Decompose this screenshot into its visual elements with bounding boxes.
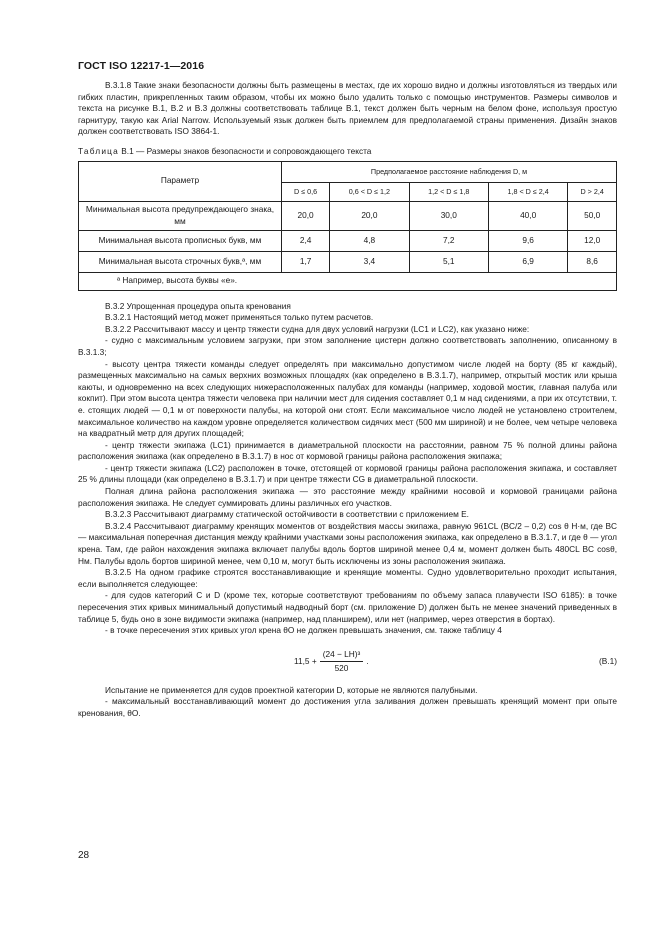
table-subheader: 0,6 < D ≤ 1,2 [330,182,409,201]
list-item: - центр тяжести экипажа (LC2) расположен в точке, отстоящей от кормовой границы района расположения экипажа, и составляет 25 % длины площади (как определено в B.3.1.7) и при центре тяжести CG в диаметральной плоскости. [78,462,617,485]
table-range-header: Предполагаемое расстояние наблюдения D, м [282,161,617,182]
table-cell: 5,1 [409,251,488,272]
table-subheader: D > 2,4 [568,182,617,201]
formula-b1 [78,647,617,677]
paragraph-b325: B.3.2.5 На одном графике строятся восстанавливающие и кренящие моменты. Судно удовлетворительно проходит испытания, если выполняется следующее: [78,567,617,589]
table-subheader: 1,2 < D ≤ 1,8 [409,182,488,201]
table-subheader: 1,8 < D ≤ 2,4 [488,182,567,201]
paragraph-b321: B.3.2.1 Настоящий метод может применяться только путем расчетов. [105,312,374,323]
formula-denominator: 520 [334,663,349,674]
table-cell: 9,6 [488,230,567,251]
formula-fraction [320,649,364,675]
table-row-label: Минимальная высота прописных букв, мм [79,230,282,251]
table-row [79,230,617,251]
table-cell: 20,0 [330,201,409,230]
table-caption-label: Таблица [78,145,119,156]
table-caption-text: B.1 — Размеры знаков безопасности и сопровождающего текста [121,145,372,156]
list-item: - высоту центра тяжести команды следует определять при максимально допустимом числе людей на борту (85 кг каждый), размещенных максимально на самых верхних возможных площадях (как определено в B.3.1.7), например, открытый мостик или крыша каюты, и одновременно на всех следующих нижерасположенных палубах для команды (например, ходовой мостик, главная палуба или кокпит). При этом высота центра тяжести человека при наличии мест для сидения составляет 0,1 м над сидениями, а при их отсутствии, т. е. стоящих людей — 0,1 м от поверхности палубы, на которой они стоят. Если максимальное число людей не установлено строителем, максимальное количество на каждом уровне определяется количеством сидячих мест (500 мм шириной) и не более, чем четыре человека на квадратный метр для других площадей; [78,358,617,439]
list-item: - для судов категорий C и D (кроме тех, которые соответствуют требованиям по объему запаса плавучести ISO 6185): в точке пересечения этих кривых минимальный допустимый надводный борт (см. приложение D) должен быть не менее значений приведенных в таблице 5, будь оно в зоне видимости экипажа (например, над планширем), или нет (например, через отверстия в бортах). [78,590,617,624]
table-row [79,251,617,272]
paragraph-category-d: Испытание не применяется для судов проектной категории D, которые не являются палубными. [105,684,478,695]
list-item: - центр тяжести экипажа (LC1) принимается в диаметральной плоскости на расстоянии, равном 75 % полной длины района расположения экипажа (как определено в B.3.1.7) в нос от кормовой границы района расположения экипажа; [78,439,617,462]
table-cell: 40,0 [488,201,567,230]
document-code-header: ГОСТ ISO 12217-1—2016 [78,60,205,72]
table-subheader: D ≤ 0,6 [282,182,330,201]
list-item: - максимальный восстанавливающий момент до достижения угла заливания должен превышать кренящий момент при опыте кренования, θO. [78,696,617,718]
paragraph-b322: B.3.2.2 Рассчитывают массу и центр тяжести судна для двух условий нагрузки (LC1 и LC2), как указано ниже: [105,323,530,334]
formula-number: (B.1) [599,655,617,666]
list-item: - в точке пересечения этих кривых угол крена θO не должен превышать значения, см. также таблицу 4 [105,625,502,636]
paragraph-b324: B.3.2.4 Рассчитывают диаграмму кренящих моментов от воздействия массы экипажа, равную 961CL (BC/2 – 0,2) cos θ Н·м, где BC — максимальная поперечная дистанция между крайними участками зоны расположения экипажа, как определено в B.3.1.7, и где θ — угол крена. Там, где район нахождения экипажа включает палубы вдоль бортов шириной менее 0,4 м, момент должен быть 480CL BC cosθ, Нм. Палубы вдоль бортов шириной менее, чем 0,10 м, могут быть исключены из зоны расположения экипажа. [78,520,617,566]
table-cell: 12,0 [568,230,617,251]
table-row-label: Минимальная высота предупреждающего знака, мм [79,201,282,230]
table-row [79,201,617,230]
table-cell: 2,4 [282,230,330,251]
paragraph-b318: B.3.1.8 Такие знаки безопасности должны быть размещены в местах, где их хорошо видно и должны изготовляться из твердых или гибких пластин, прикрепленных таким образом, чтобы их можно было удалить только с помощью инструментов. Размеры символов и текста на рисунке B.1, B.2 и B.3 должны соответствовать таблице B.1, текст должен быть черным на белом фоне, используя простую гарнитуру, такую как Arial Narrow. Используемый язык должен быть приемлем для предполагаемой страны применения. Дизайн знаков должен соответствовать ISO 3864-1. [78,80,617,137]
page-number: 28 [78,850,90,861]
table-caption [78,146,617,158]
page-content [78,80,617,720]
table-row-label: Минимальная высота строчных букв,ª, мм [79,251,282,272]
paragraph-crew-length: Полная длина района расположения экипажа — это расстояние между крайними носовой и кормовой границами района расположения экипажа. Не следует суммировать длины различных его участков. [78,486,617,508]
table-note-row [79,272,617,290]
list-item: - судно с максимальным условием загрузки, при этом заполнение цистерн должно соответствовать заполнению, описанному в B.3.1.3; [78,335,617,357]
table-cell: 4,8 [330,230,409,251]
table-cell: 1,7 [282,251,330,272]
formula-expression [294,649,369,675]
table-cell: 6,9 [488,251,567,272]
safety-signs-table [78,161,617,291]
table-cell: 7,2 [409,230,488,251]
table-cell: 3,4 [330,251,409,272]
section-b32: B.3.2 Упрощенная процедура опыта кренования [105,300,291,311]
table-cell: 50,0 [568,201,617,230]
table-footnote: ª Например, высота буквы «е». [79,272,617,290]
paragraph-b323: B.3.2.3 Рассчитывают диаграмму статической остойчивости в соответствии с приложением E. [105,509,469,520]
formula-trail: . [366,655,369,666]
formula-lead: 11,5 + [294,655,317,666]
table-cell: 8,6 [568,251,617,272]
table-cell: 30,0 [409,201,488,230]
formula-numerator: (24 − LH)³ [320,649,364,663]
table-param-header: Параметр [79,161,282,201]
table-cell: 20,0 [282,201,330,230]
